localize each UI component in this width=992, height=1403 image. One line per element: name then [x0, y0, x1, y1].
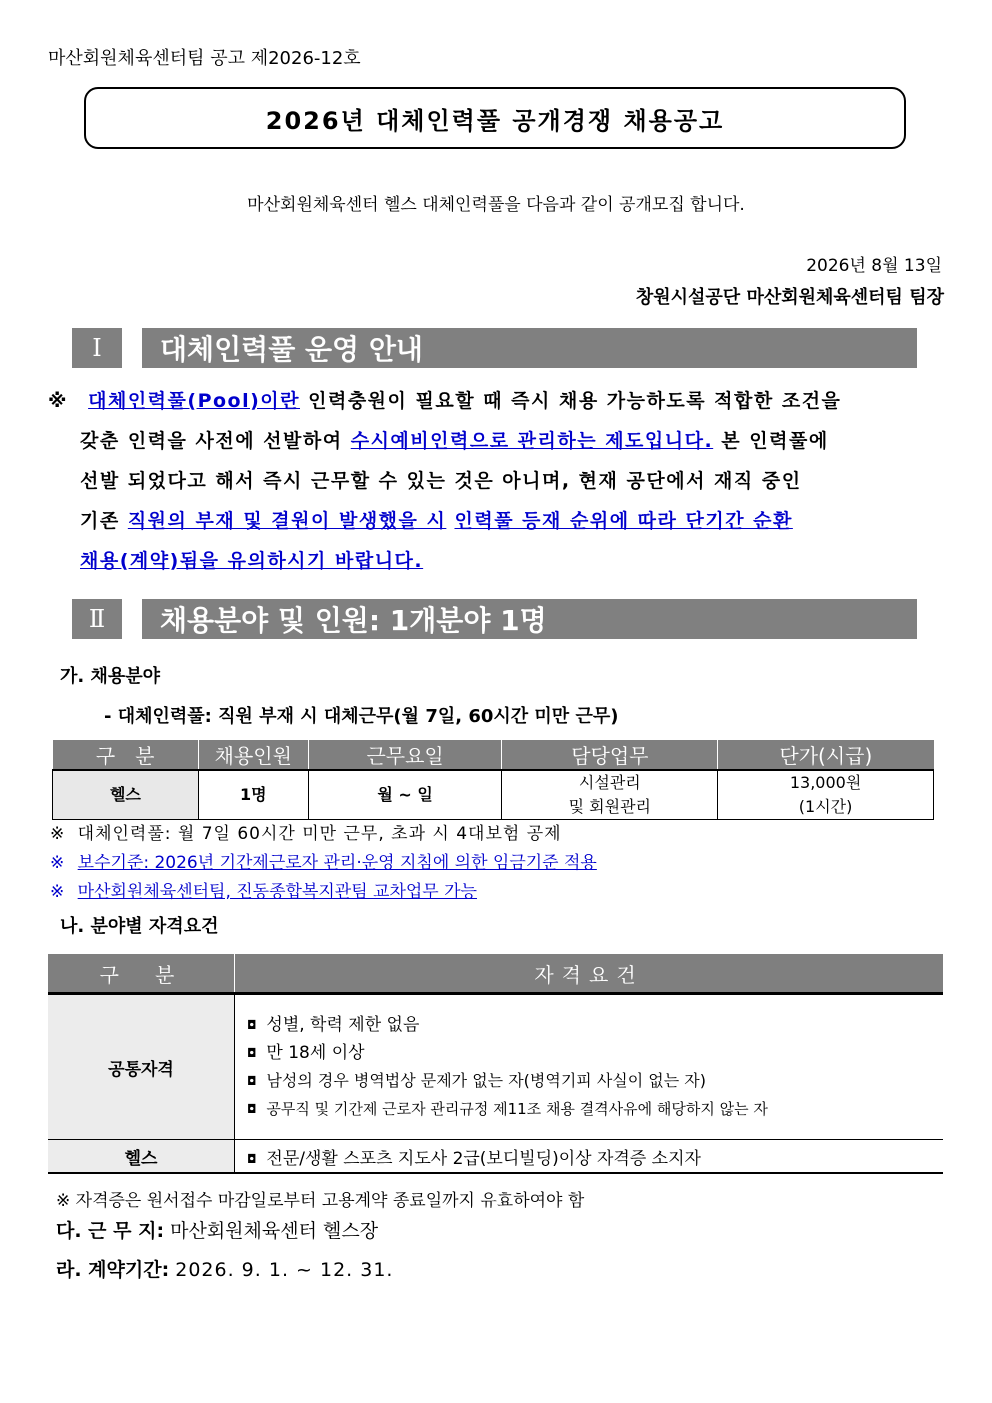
reference-mark: ※ [48, 390, 68, 412]
col-header: 단가(시급) [718, 740, 934, 770]
qualification-table-header [48, 954, 943, 994]
duty-cell [502, 770, 718, 820]
document-title-box [84, 87, 906, 149]
para-line-3: 선발 되었다고 해서 즉시 근무할 수 있는 것은 아니며, 현재 공단에서 재직 중인 [80, 470, 802, 492]
reference-mark: ※ [50, 882, 65, 902]
wage-line: 13,000원 [789, 773, 862, 792]
wage-cell [718, 770, 934, 820]
count-cell: 1명 [198, 770, 308, 820]
list-item [247, 1095, 943, 1123]
para-line-1 [48, 381, 928, 421]
note-text: 보수기준: 2026년 기간제근로자 관리·운영 지침에 의한 임금기준 적용 [77, 853, 597, 873]
health-item-cell [235, 1140, 944, 1174]
reference-mark: ※ [50, 824, 65, 844]
section2-title: 채용분야 및 인원: 1개분야 1명 [142, 599, 917, 639]
table-row [48, 1140, 943, 1174]
item-text: 공무직 및 기간제 근로자 관리규정 제11조 채용 결격사유에 해당하지 않는 자 [266, 1100, 768, 1118]
notice-date: 2026년 8월 13일 [806, 256, 942, 276]
col-header: 담당업무 [502, 740, 718, 770]
para-text: 기존 [80, 510, 128, 532]
field-cell: 헬스 [53, 770, 199, 820]
days-cell: 월 ~ 일 [308, 770, 502, 820]
bullet-icon: ◘ [247, 1018, 257, 1032]
recruit-table-header [53, 740, 934, 770]
para-line-4 [48, 501, 928, 541]
para-text: 갖춘 인력을 사전에 선발하여 [80, 430, 351, 452]
note-3 [50, 877, 477, 902]
bullet-icon: ◘ [247, 1046, 257, 1060]
highlight-text: 인력풀 등재 순위에 따라 단기간 순환 [454, 510, 793, 532]
subheading-recruit-field: 가. 채용분야 [60, 666, 161, 687]
para-line-2 [48, 421, 928, 461]
duty-line: 및 회원관리 [568, 797, 652, 816]
common-label: 공통자격 [48, 994, 235, 1140]
workplace-label: 다. 근 무 지: [56, 1220, 165, 1242]
col-header: 근무요일 [308, 740, 502, 770]
workplace-value: 마산회원체육센터 헬스장 [170, 1220, 379, 1242]
para-line-5 [48, 541, 928, 581]
item-text: 남성의 경우 병역법상 문제가 없는 자(병역기피 사실이 없는 자) [266, 1071, 706, 1090]
notice-number: 마산회원체육센터팀 공고 제2026-12호 [48, 48, 361, 69]
table-row [53, 770, 934, 820]
list-item [247, 1067, 943, 1095]
cert-note: ※ 자격증은 원서접수 마감일로부터 고용계약 종료일까지 유효하여야 함 [56, 1191, 585, 1211]
bullet-icon: ◘ [247, 1151, 257, 1166]
reference-mark: ※ [50, 853, 65, 873]
col-header: 자격요건 [235, 954, 944, 994]
qualification-table [48, 954, 943, 1174]
col-header: 구 분 [53, 740, 199, 770]
workplace [56, 1216, 378, 1243]
intro-text: 마산회원체육센터 헬스 대체인력풀을 다음과 같이 공개모집 합니다. [247, 195, 745, 215]
note-1 [50, 819, 562, 844]
pool-definition-term: 대체인력풀(Pool)이란 [88, 390, 300, 412]
col-header: 구 분 [48, 954, 235, 994]
list-item [247, 1011, 943, 1039]
duty-line: 시설관리 [578, 773, 641, 792]
common-items-list [235, 995, 943, 1139]
recruit-field-desc: - 대체인력풀: 직원 부재 시 대체근무(월 7일, 60시간 미만 근무) [104, 706, 619, 727]
note-text: 마산회원체육센터팀, 진동종합복지관팀 교차업무 가능 [77, 882, 477, 902]
para-text: 인력충원이 필요할 때 즉시 채용 가능하도록 적합한 조건을 [300, 390, 842, 412]
para-text: 본 인력풀에 [713, 430, 829, 452]
section1-title: 대체인력풀 운영 안내 [142, 328, 917, 368]
period-label: 라. 계약기간: [56, 1259, 170, 1281]
recruit-table [52, 740, 934, 820]
signer: 창원시설공단 마산회원체육센터팀 팀장 [635, 287, 944, 308]
wage-line: (1시간) [798, 797, 853, 816]
item-text: 만 18세 이상 [266, 1043, 365, 1063]
health-label: 헬스 [48, 1140, 235, 1174]
list-item [247, 1039, 943, 1067]
note-2 [50, 848, 597, 873]
bullet-icon: ◘ [247, 1074, 257, 1088]
note-text: 대체인력풀: 월 7일 60시간 미만 근무, 초과 시 4대보험 공제 [77, 824, 562, 844]
section1-paragraph [48, 381, 928, 581]
item-text: 성별, 학력 제한 없음 [266, 1015, 420, 1035]
highlight-text: 수시예비인력으로 관리하는 제도입니다. [350, 430, 714, 452]
section2-number: Ⅱ [72, 599, 122, 639]
subheading-qualifications: 나. 분야별 자격요건 [60, 916, 219, 937]
table-row [48, 994, 943, 1140]
contract-period [56, 1255, 393, 1282]
item-text: 전문/생활 스포츠 지도사 2급(보디빌딩)이상 자격증 소지자 [266, 1148, 701, 1169]
period-value: 2026. 9. 1. ~ 12. 31. [175, 1259, 394, 1281]
col-header: 채용인원 [198, 740, 308, 770]
highlight-text: 직원의 부재 및 결원이 발생했을 시 [127, 510, 447, 532]
document-title: 2026년 대체인력풀 공개경쟁 채용공고 [265, 106, 725, 135]
bullet-icon: ◘ [247, 1102, 257, 1116]
section1-number: Ⅰ [72, 328, 122, 368]
common-items-cell [235, 994, 944, 1140]
highlight-text: 채용(계약)됨을 유의하시기 바랍니다. [80, 550, 424, 572]
